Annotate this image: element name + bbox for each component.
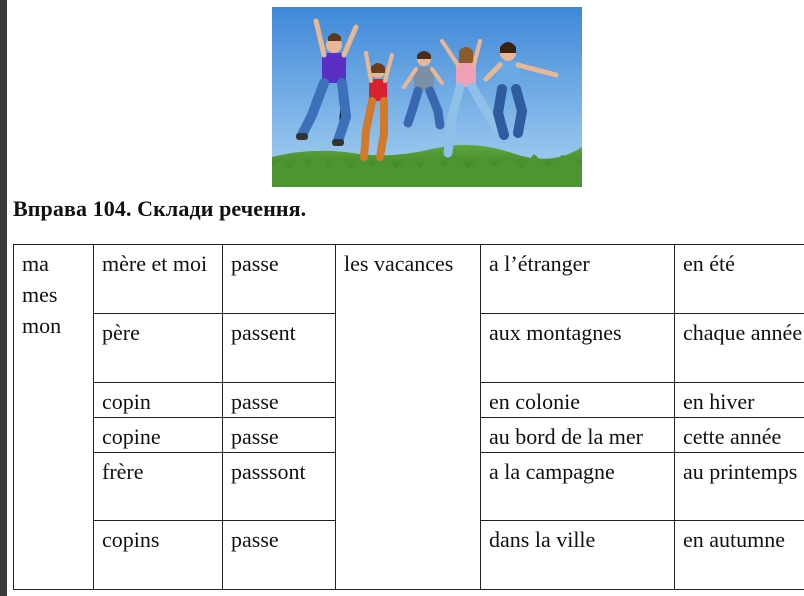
possessive-word: mon <box>22 313 62 338</box>
verb-cell: passe <box>223 521 336 590</box>
exercise-heading: Вправа 104. Склади речення. <box>13 196 307 221</box>
object-cell: les vacances <box>336 245 481 590</box>
place-cell: a l’étranger <box>481 245 675 314</box>
time-cell: cette année <box>675 418 804 453</box>
possessive-word: mes <box>22 282 58 307</box>
time-cell: en été <box>675 245 804 314</box>
left-edge-bar <box>0 0 7 596</box>
possessive-cell <box>14 245 94 590</box>
verb-cell: passsont <box>223 453 336 521</box>
place-cell: a la campagne <box>481 453 675 521</box>
time-cell: en hiver <box>675 383 804 418</box>
subject-cell: père <box>94 314 223 383</box>
possessive-word: ma <box>22 251 49 276</box>
place-cell: aux montagnes <box>481 314 675 383</box>
place-cell: dans la ville <box>481 521 675 590</box>
subject-cell: copins <box>94 521 223 590</box>
verb-cell: passe <box>223 383 336 418</box>
children-jumping-photo <box>272 7 582 187</box>
table-row <box>14 245 804 314</box>
time-cell: au printemps <box>675 453 804 521</box>
time-cell: chaque année <box>675 314 804 383</box>
subject-cell: frère <box>94 453 223 521</box>
sentence-table <box>13 244 804 590</box>
subject-cell: copin <box>94 383 223 418</box>
place-cell: au bord de la mer <box>481 418 675 453</box>
verb-cell: passe <box>223 245 336 314</box>
verb-cell: passe <box>223 418 336 453</box>
verb-cell: passent <box>223 314 336 383</box>
subject-cell: mère et moi <box>94 245 223 314</box>
time-cell: en autumne <box>675 521 804 590</box>
subject-cell: copine <box>94 418 223 453</box>
place-cell: en colonie <box>481 383 675 418</box>
